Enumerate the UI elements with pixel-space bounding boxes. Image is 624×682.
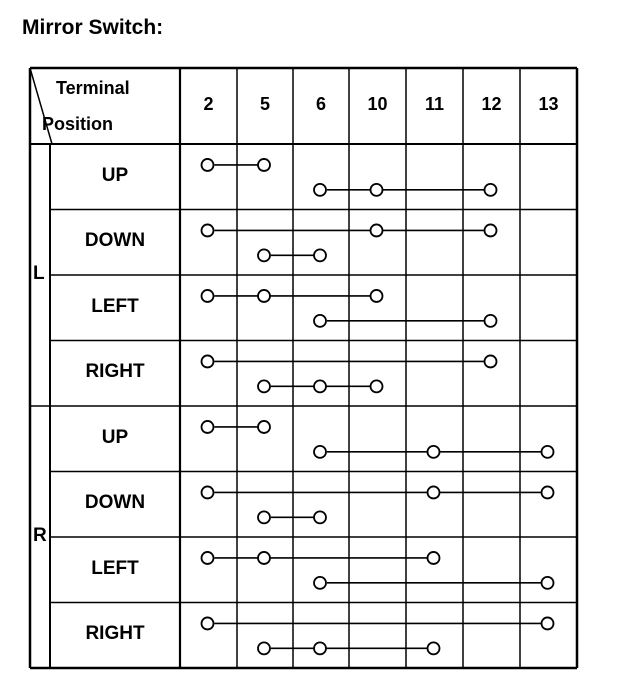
terminal-node-6 (314, 380, 326, 392)
terminal-node-13 (542, 577, 554, 589)
terminal-node-6 (314, 511, 326, 523)
terminal-node-10 (371, 184, 383, 196)
position-label-r-right: RIGHT (85, 623, 145, 645)
terminal-node-5 (258, 421, 270, 433)
side-label-l: L (33, 263, 45, 284)
position-label-r-down: DOWN (84, 492, 146, 514)
terminal-node-6 (314, 577, 326, 589)
terminal-node-6 (314, 446, 326, 458)
terminal-node-10 (371, 224, 383, 236)
header-terminal-label: Terminal (56, 78, 130, 98)
header-position-label: Position (42, 114, 113, 134)
position-label-r-up: UP (101, 426, 129, 448)
diagram-title: Mirror Switch: (22, 16, 164, 39)
terminal-node-5 (258, 159, 270, 171)
terminal-header-11: 11 (424, 94, 445, 114)
terminal-node-13 (542, 486, 554, 498)
terminal-node-2 (202, 290, 214, 302)
terminal-node-2 (202, 159, 214, 171)
terminal-header-6: 6 (315, 94, 326, 114)
terminal-node-11 (428, 446, 440, 458)
position-label-l-left: LEFT (91, 295, 139, 317)
terminal-header-2: 2 (203, 94, 214, 114)
terminal-node-11 (428, 552, 440, 564)
terminal-node-10 (371, 290, 383, 302)
terminal-node-2 (202, 486, 214, 498)
position-label-l-down: DOWN (84, 230, 146, 252)
terminal-header-10: 10 (367, 94, 388, 114)
side-label-r: R (33, 525, 47, 546)
terminal-node-6 (314, 315, 326, 327)
position-label-l-right: RIGHT (85, 361, 145, 383)
terminal-node-5 (258, 249, 270, 261)
terminal-header-5: 5 (259, 94, 270, 114)
terminal-node-12 (485, 184, 497, 196)
terminal-header-12: 12 (481, 94, 502, 114)
terminal-node-2 (202, 355, 214, 367)
terminal-node-5 (258, 290, 270, 302)
terminal-node-13 (542, 617, 554, 629)
terminal-node-12 (485, 315, 497, 327)
terminal-node-2 (202, 421, 214, 433)
terminal-node-5 (258, 511, 270, 523)
terminal-header-13: 13 (538, 94, 559, 114)
terminal-node-6 (314, 184, 326, 196)
terminal-node-2 (202, 552, 214, 564)
terminal-node-10 (371, 380, 383, 392)
position-label-l-up: UP (101, 164, 129, 186)
terminal-node-6 (314, 642, 326, 654)
terminal-node-11 (428, 486, 440, 498)
terminal-node-12 (485, 224, 497, 236)
terminal-node-5 (258, 642, 270, 654)
terminal-node-13 (542, 446, 554, 458)
terminal-node-5 (258, 552, 270, 564)
terminal-node-11 (428, 642, 440, 654)
position-label-r-left: LEFT (91, 557, 139, 579)
terminal-node-2 (202, 224, 214, 236)
terminal-node-6 (314, 249, 326, 261)
terminal-node-12 (485, 355, 497, 367)
terminal-node-5 (258, 380, 270, 392)
terminal-node-2 (202, 617, 214, 629)
